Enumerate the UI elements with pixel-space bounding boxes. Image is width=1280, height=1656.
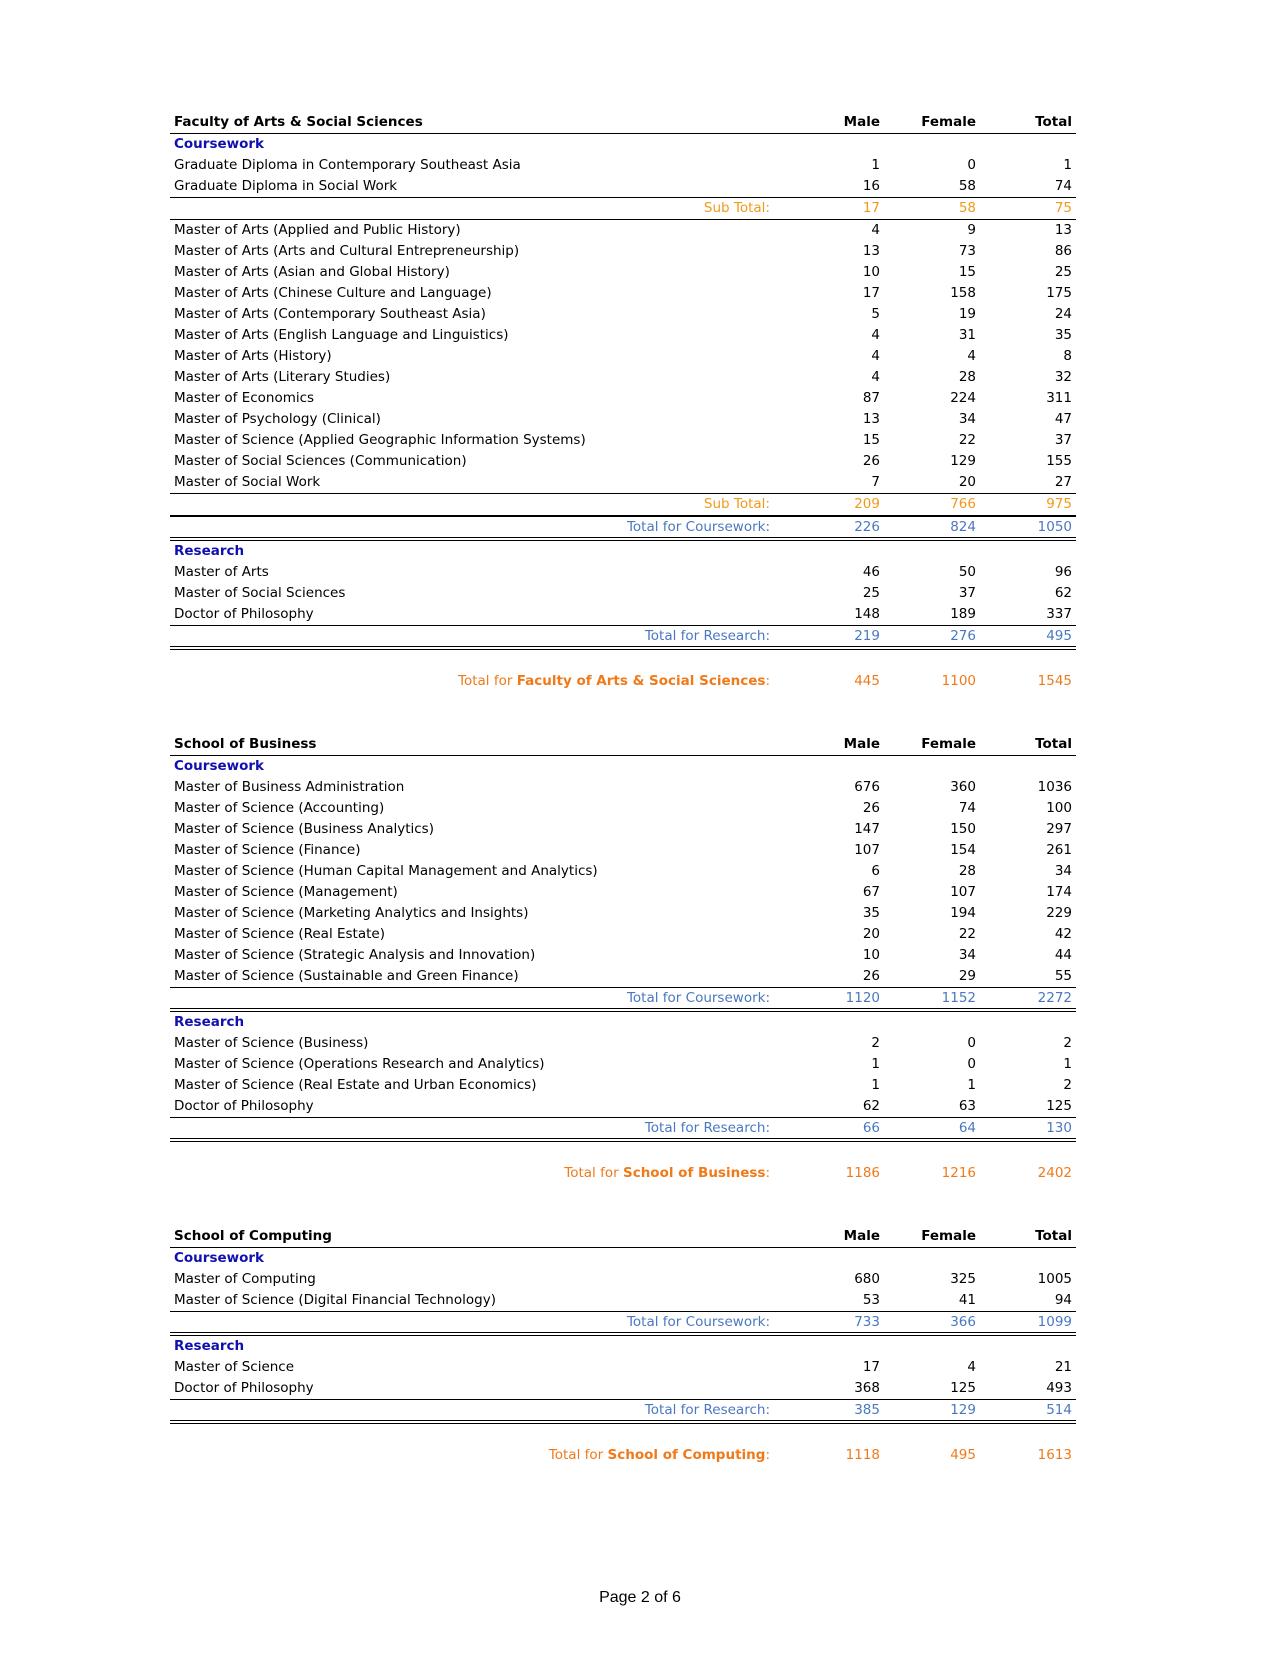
category-total-male: 66	[862, 1120, 880, 1136]
female-count: 129	[950, 453, 976, 469]
category-total-total: 130	[1046, 1120, 1072, 1136]
programme-name: Master of Science (Real Estate and Urban Economics)	[174, 1077, 537, 1093]
total-count: 94	[1054, 1292, 1072, 1308]
female-count: 73	[958, 243, 976, 259]
total-count: 297	[1046, 821, 1072, 837]
female-count: 325	[950, 1271, 976, 1287]
category-total-label: Total for Research:	[644, 628, 770, 644]
category-total-total: 2272	[1037, 990, 1072, 1006]
subtotal-female: 766	[950, 496, 976, 512]
female-count: 63	[958, 1098, 976, 1114]
female-count: 15	[958, 264, 976, 280]
total-count: 13	[1054, 222, 1072, 238]
male-count: 1	[871, 1056, 880, 1072]
programme-name: Master of Science (Marketing Analytics and Insights)	[174, 905, 529, 921]
subtotal-total: 75	[1054, 200, 1072, 216]
male-count: 67	[862, 884, 880, 900]
table-row	[170, 325, 1076, 346]
spacer	[170, 1424, 1076, 1445]
category-label: Research	[174, 543, 245, 559]
total-count: 1	[1063, 1056, 1072, 1072]
category-total-male: 733	[854, 1314, 880, 1330]
grand-total-total: 1545	[1037, 673, 1072, 689]
programme-name: Master of Social Sciences	[174, 585, 346, 601]
male-count: 15	[862, 432, 880, 448]
table-row	[170, 604, 1076, 625]
female-count: 0	[967, 1035, 976, 1051]
table-row	[170, 1290, 1076, 1311]
table-row	[170, 1075, 1076, 1096]
male-count: 2	[871, 1035, 880, 1051]
section-grand-total-row	[170, 1163, 1076, 1184]
table-row	[170, 472, 1076, 493]
male-count: 107	[854, 842, 880, 858]
total-count: 42	[1054, 926, 1072, 942]
table-row	[170, 1054, 1076, 1075]
report-section	[170, 734, 1076, 1226]
female-count: 194	[950, 905, 976, 921]
female-count: 0	[967, 157, 976, 173]
programme-name: Master of Science (Sustainable and Green Finance)	[174, 968, 519, 984]
table-row	[170, 451, 1076, 472]
category-total-total: 514	[1046, 1402, 1072, 1418]
page-footer: Page 2 of 6	[599, 1589, 681, 1606]
category-label: Research	[174, 1014, 245, 1030]
female-count: 37	[958, 585, 976, 601]
female-count: 1	[967, 1077, 976, 1093]
category-total-female: 64	[958, 1120, 976, 1136]
male-count: 1	[871, 1077, 880, 1093]
programme-name: Graduate Diploma in Social Work	[174, 178, 398, 194]
subtotal-row	[170, 493, 1076, 516]
grand-total-female: 1100	[941, 673, 976, 689]
category-total-row	[170, 1399, 1076, 1424]
table-row	[170, 945, 1076, 966]
table-row	[170, 903, 1076, 924]
female-count: 22	[958, 432, 976, 448]
subtotal-label: Sub Total:	[703, 200, 770, 216]
female-count: 31	[958, 327, 976, 343]
total-count: 96	[1054, 564, 1072, 580]
category-total-female: 276	[950, 628, 976, 644]
grand-total-male: 1186	[845, 1165, 880, 1181]
grand-total-male: 1118	[845, 1447, 880, 1463]
total-count: 100	[1046, 800, 1072, 816]
category-total-label: Total for Research:	[644, 1120, 770, 1136]
female-count: 34	[958, 411, 976, 427]
grand-total-suffix: :	[765, 673, 770, 689]
category-heading	[170, 1248, 1076, 1269]
male-count: 368	[854, 1380, 880, 1396]
programme-name: Master of Economics	[174, 390, 315, 406]
female-count: 125	[950, 1380, 976, 1396]
programme-name: Master of Science (Applied Geographic Information Systems)	[174, 432, 586, 448]
table-row	[170, 1378, 1076, 1399]
category-heading	[170, 756, 1076, 777]
table-row	[170, 924, 1076, 945]
female-count: 107	[950, 884, 976, 900]
section-title: School of Computing	[174, 1228, 332, 1244]
total-count: 37	[1054, 432, 1072, 448]
category-heading	[170, 134, 1076, 155]
programme-name: Master of Science (Digital Financial Technology)	[174, 1292, 496, 1308]
programme-name: Doctor of Philosophy	[174, 606, 314, 622]
female-count: 28	[958, 863, 976, 879]
table-row	[170, 819, 1076, 840]
category-total-male: 1120	[845, 990, 880, 1006]
programme-name: Master of Science (Accounting)	[174, 800, 385, 816]
female-count: 4	[967, 348, 976, 364]
female-count: 74	[958, 800, 976, 816]
total-count: 44	[1054, 947, 1072, 963]
male-count: 676	[854, 779, 880, 795]
male-count: 26	[862, 453, 880, 469]
column-header-total: Total	[1035, 1228, 1072, 1244]
table-row	[170, 409, 1076, 430]
category-total-total: 1050	[1037, 519, 1072, 535]
section-header-row	[170, 112, 1076, 134]
programme-name: Master of Arts	[174, 564, 269, 580]
female-count: 20	[958, 474, 976, 490]
table-row	[170, 346, 1076, 367]
male-count: 17	[862, 285, 880, 301]
female-count: 189	[950, 606, 976, 622]
category-total-label: Total for Coursework:	[626, 990, 770, 1006]
female-count: 34	[958, 947, 976, 963]
programme-name: Master of Arts (Literary Studies)	[174, 369, 391, 385]
category-total-label: Total for Research:	[644, 1402, 770, 1418]
table-row	[170, 882, 1076, 903]
total-count: 174	[1046, 884, 1072, 900]
total-count: 74	[1054, 178, 1072, 194]
male-count: 26	[862, 968, 880, 984]
male-count: 46	[862, 564, 880, 580]
programme-name: Master of Arts (Contemporary Southeast Asia)	[174, 306, 486, 322]
report-section	[170, 1226, 1076, 1466]
category-total-male: 385	[854, 1402, 880, 1418]
section-spacer	[170, 1184, 1076, 1226]
spacer	[170, 650, 1076, 671]
table-row	[170, 241, 1076, 262]
total-count: 21	[1054, 1359, 1072, 1375]
grand-total-section-name: School of Computing	[607, 1447, 766, 1463]
column-header-male: Male	[843, 114, 880, 130]
female-count: 19	[958, 306, 976, 322]
total-count: 1	[1063, 157, 1072, 173]
table-row	[170, 966, 1076, 987]
subtotal-male: 209	[854, 496, 880, 512]
table-row	[170, 1357, 1076, 1378]
table-row	[170, 176, 1076, 197]
category-total-label: Total for Coursework:	[626, 519, 770, 535]
grand-total-prefix: Total for	[548, 1447, 608, 1463]
grand-total-section-name: School of Business	[622, 1165, 766, 1181]
section-title: School of Business	[174, 736, 317, 752]
grand-total-suffix: :	[765, 1447, 770, 1463]
programme-name: Master of Science	[174, 1359, 295, 1375]
programme-name: Master of Arts (Arts and Cultural Entrepreneurship)	[174, 243, 520, 259]
female-count: 4	[967, 1359, 976, 1375]
male-count: 13	[862, 243, 880, 259]
female-count: 9	[967, 222, 976, 238]
column-header-total: Total	[1035, 736, 1072, 752]
table-row	[170, 388, 1076, 409]
table-row	[170, 777, 1076, 798]
grand-total-label	[564, 1163, 770, 1184]
male-count: 87	[862, 390, 880, 406]
programme-name: Master of Science (Business)	[174, 1035, 369, 1051]
programme-name: Master of Psychology (Clinical)	[174, 411, 381, 427]
grand-total-label	[549, 1445, 770, 1466]
male-count: 5	[871, 306, 880, 322]
programme-name: Master of Social Work	[174, 474, 321, 490]
section-header-row	[170, 1226, 1076, 1248]
female-count: 158	[950, 285, 976, 301]
column-header-female: Female	[921, 114, 976, 130]
male-count: 35	[862, 905, 880, 921]
programme-name: Master of Science (Operations Research and Analytics)	[174, 1056, 545, 1072]
total-count: 35	[1054, 327, 1072, 343]
male-count: 10	[862, 264, 880, 280]
category-total-total: 1099	[1037, 1314, 1072, 1330]
table-row	[170, 283, 1076, 304]
category-total-female: 366	[950, 1314, 976, 1330]
female-count: 58	[958, 178, 976, 194]
male-count: 6	[871, 863, 880, 879]
male-count: 148	[854, 606, 880, 622]
category-total-female: 129	[950, 1402, 976, 1418]
total-count: 24	[1054, 306, 1072, 322]
category-heading	[170, 1336, 1076, 1357]
programme-name: Master of Arts (English Language and Linguistics)	[174, 327, 509, 343]
table-row	[170, 583, 1076, 604]
total-count: 62	[1054, 585, 1072, 601]
grand-total-label	[458, 671, 770, 692]
male-count: 1	[871, 157, 880, 173]
category-total-row	[170, 987, 1076, 1012]
category-label: Coursework	[174, 758, 265, 774]
programme-name: Master of Arts (Chinese Culture and Language)	[174, 285, 492, 301]
table-row	[170, 1096, 1076, 1117]
total-count: 155	[1046, 453, 1072, 469]
programme-name: Master of Science (Business Analytics)	[174, 821, 434, 837]
subtotal-male: 17	[862, 200, 880, 216]
male-count: 20	[862, 926, 880, 942]
subtotal-label: Sub Total:	[703, 496, 770, 512]
category-label: Research	[174, 1338, 245, 1354]
category-total-total: 495	[1046, 628, 1072, 644]
section-grand-total-row	[170, 1445, 1076, 1466]
table-row	[170, 367, 1076, 388]
subtotal-total: 975	[1046, 496, 1072, 512]
female-count: 154	[950, 842, 976, 858]
programme-name: Master of Arts (Asian and Global History)	[174, 264, 450, 280]
subtotal-female: 58	[958, 200, 976, 216]
total-count: 55	[1054, 968, 1072, 984]
male-count: 53	[862, 1292, 880, 1308]
column-header-male: Male	[843, 1228, 880, 1244]
column-header-female: Female	[921, 736, 976, 752]
male-count: 26	[862, 800, 880, 816]
grand-total-prefix: Total for	[564, 1165, 623, 1181]
female-count: 28	[958, 369, 976, 385]
table-row	[170, 155, 1076, 176]
category-total-male: 219	[854, 628, 880, 644]
programme-name: Master of Arts (Applied and Public History)	[174, 222, 461, 238]
category-total-row	[170, 1311, 1076, 1336]
female-count: 29	[958, 968, 976, 984]
total-count: 229	[1046, 905, 1072, 921]
programme-name: Master of Science (Real Estate)	[174, 926, 385, 942]
total-count: 2	[1063, 1077, 1072, 1093]
total-count: 47	[1054, 411, 1072, 427]
enrolment-report	[170, 112, 1076, 1466]
total-count: 8	[1063, 348, 1072, 364]
male-count: 10	[862, 947, 880, 963]
total-count: 27	[1054, 474, 1072, 490]
programme-name: Master of Science (Strategic Analysis and Innovation)	[174, 947, 536, 963]
male-count: 13	[862, 411, 880, 427]
male-count: 7	[871, 474, 880, 490]
male-count: 680	[854, 1271, 880, 1287]
programme-name: Master of Arts (History)	[174, 348, 332, 364]
female-count: 0	[967, 1056, 976, 1072]
total-count: 86	[1054, 243, 1072, 259]
table-row	[170, 861, 1076, 882]
female-count: 50	[958, 564, 976, 580]
grand-total-section-name: Faculty of Arts & Social Sciences	[516, 673, 766, 689]
table-row	[170, 430, 1076, 451]
total-count: 34	[1054, 863, 1072, 879]
category-total-female: 1152	[941, 990, 976, 1006]
grand-total-suffix: :	[765, 1165, 770, 1181]
total-count: 337	[1046, 606, 1072, 622]
section-spacer	[170, 692, 1076, 734]
table-row	[170, 840, 1076, 861]
column-header-male: Male	[843, 736, 880, 752]
total-count: 261	[1046, 842, 1072, 858]
programme-name: Master of Science (Human Capital Management and Analytics)	[174, 863, 598, 879]
total-count: 175	[1046, 285, 1072, 301]
total-count: 2	[1063, 1035, 1072, 1051]
grand-total-female: 1216	[941, 1165, 976, 1181]
male-count: 16	[862, 178, 880, 194]
programme-name: Graduate Diploma in Contemporary Southeast Asia	[174, 157, 521, 173]
category-total-label: Total for Coursework:	[626, 1314, 770, 1330]
grand-total-total: 2402	[1037, 1165, 1072, 1181]
female-count: 41	[958, 1292, 976, 1308]
table-row	[170, 562, 1076, 583]
section-grand-total-row	[170, 671, 1076, 692]
column-header-total: Total	[1035, 114, 1072, 130]
grand-total-male: 445	[854, 673, 880, 689]
table-row	[170, 1033, 1076, 1054]
total-count: 125	[1046, 1098, 1072, 1114]
programme-name: Doctor of Philosophy	[174, 1098, 314, 1114]
grand-total-total: 1613	[1037, 1447, 1072, 1463]
male-count: 62	[862, 1098, 880, 1114]
male-count: 147	[854, 821, 880, 837]
table-row	[170, 304, 1076, 325]
total-count: 1036	[1037, 779, 1072, 795]
male-count: 4	[871, 327, 880, 343]
category-total-row	[170, 625, 1076, 650]
category-total-row	[170, 1117, 1076, 1142]
grand-total-prefix: Total for	[458, 673, 517, 689]
female-count: 224	[950, 390, 976, 406]
programme-name: Master of Business Administration	[174, 779, 405, 795]
total-count: 25	[1054, 264, 1072, 280]
total-count: 311	[1046, 390, 1072, 406]
table-row	[170, 798, 1076, 819]
programme-name: Master of Science (Finance)	[174, 842, 361, 858]
total-count: 1005	[1037, 1271, 1072, 1287]
category-label: Coursework	[174, 1250, 265, 1266]
table-row	[170, 262, 1076, 283]
subtotal-row	[170, 197, 1076, 220]
report-section	[170, 112, 1076, 734]
male-count: 4	[871, 369, 880, 385]
section-title: Faculty of Arts & Social Sciences	[174, 114, 423, 130]
programme-name: Master of Science (Management)	[174, 884, 398, 900]
programme-name: Master of Social Sciences (Communication)	[174, 453, 467, 469]
grand-total-female: 495	[950, 1447, 976, 1463]
total-count: 493	[1046, 1380, 1072, 1396]
table-row	[170, 220, 1076, 241]
section-header-row	[170, 734, 1076, 756]
column-header-female: Female	[921, 1228, 976, 1244]
programme-name: Doctor of Philosophy	[174, 1380, 314, 1396]
category-total-male: 226	[854, 519, 880, 535]
female-count: 360	[950, 779, 976, 795]
male-count: 17	[862, 1359, 880, 1375]
category-total-female: 824	[950, 519, 976, 535]
category-label: Coursework	[174, 136, 265, 152]
table-row	[170, 1269, 1076, 1290]
male-count: 4	[871, 348, 880, 364]
category-heading	[170, 541, 1076, 562]
male-count: 25	[862, 585, 880, 601]
male-count: 4	[871, 222, 880, 238]
programme-name: Master of Computing	[174, 1271, 316, 1287]
category-heading	[170, 1012, 1076, 1033]
category-total-row	[170, 516, 1076, 541]
total-count: 32	[1054, 369, 1072, 385]
female-count: 150	[950, 821, 976, 837]
female-count: 22	[958, 926, 976, 942]
spacer	[170, 1142, 1076, 1163]
